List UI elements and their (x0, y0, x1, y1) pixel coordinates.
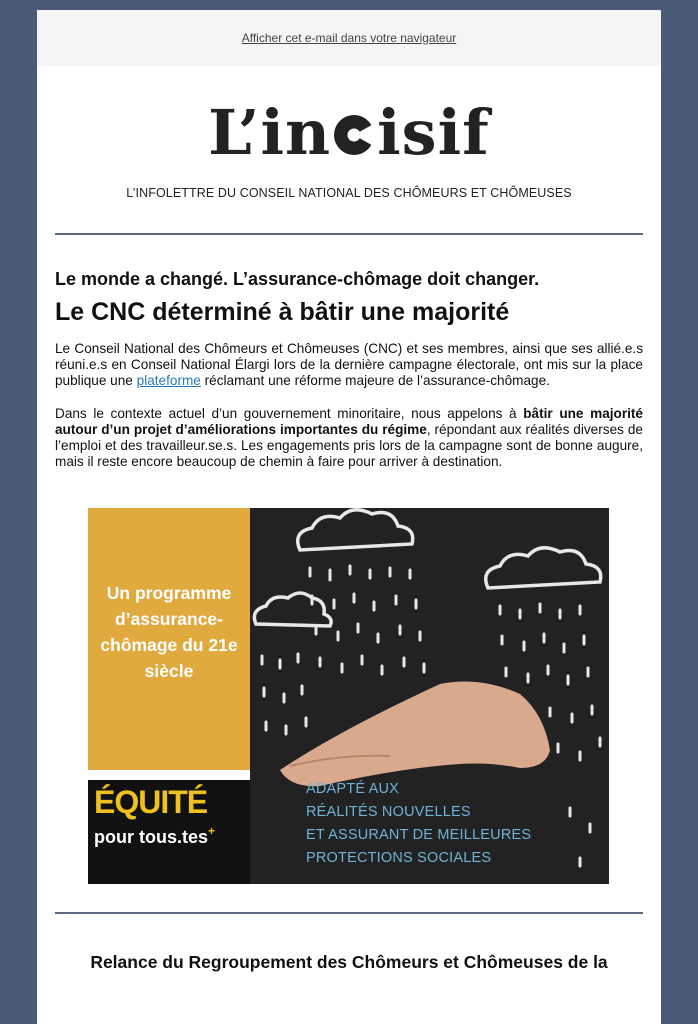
view-in-browser-link[interactable]: Afficher cet e-mail dans votre navigateur (241, 31, 457, 45)
logo-c-icon (331, 112, 377, 158)
paragraph-2-bold: bâtir une majorité autour d’un projet d’améliorations importantes du régime (55, 405, 643, 437)
banner-equite: ÉQUITÉ (94, 784, 208, 821)
caption-line: ADAPTÉ AUX (306, 781, 400, 798)
logo[interactable] (37, 96, 661, 169)
divider (55, 233, 643, 235)
paragraph-1 (55, 341, 643, 390)
divider (55, 912, 643, 914)
banner-yellow-panel (88, 508, 250, 770)
paragraph-2-text-end: , répondant aux réalités diverses de l’emploi et des travailleur.se.s. Les engagements pris lors de la campagne sont de bonne augure, mais il reste encore beaucoup de chemin à faire pour arriver à destination. (55, 421, 643, 470)
paragraph-1-text-end: réclamant une réforme majeure de l’assurance-chômage. (200, 373, 550, 389)
banner-separator (88, 770, 250, 780)
article-kicker: Le monde a changé. L’assurance-chômage doit changer. (55, 269, 540, 289)
caption-line: ET ASSURANT DE MEILLEURES (306, 827, 532, 844)
caption-line: RÉALITÉS NOUVELLES (306, 804, 471, 821)
email-body (37, 10, 661, 1024)
article (37, 269, 661, 470)
top-bar (37, 10, 661, 66)
tagline: L’INFOLETTRE DU CONSEIL NATIONAL DES CHÔMEURS ET CHÔMEUSES (126, 186, 572, 200)
banner-caption (306, 778, 531, 870)
paragraph-2 (55, 406, 643, 471)
plateforme-link[interactable]: plateforme (136, 373, 201, 389)
next-section-title: Relance du Regroupement des Chômeurs et Chômeuses de la (90, 952, 608, 973)
caption-line: PROTECTIONS SOCIALES (306, 850, 492, 867)
logo-text: L’in isif (208, 96, 490, 169)
banner-headline: Un programme d’assurance-chômage du 21e siècle (100, 583, 238, 682)
banner-pour-tous: pour tous.tes+ (94, 824, 216, 848)
banner-pour-text: pour tous.tes (94, 827, 209, 848)
campaign-banner-image[interactable] (88, 508, 609, 884)
paragraph-1-text: Le Conseil National des Chômeurs et Chômeuses (CNC) et ses membres, ainsi que ses allié.e.s réuni.e.s en Conseil National Élargi lors de la dernière campagne électorale, ont mis sur la place publique une (55, 341, 643, 389)
article-title: Le CNC déterminé à bâtir une majorité (55, 298, 510, 326)
paragraph-2-text: Dans le contexte actuel d’un gouvernement minoritaire, nous appelons à (55, 405, 524, 421)
next-section (37, 952, 661, 973)
